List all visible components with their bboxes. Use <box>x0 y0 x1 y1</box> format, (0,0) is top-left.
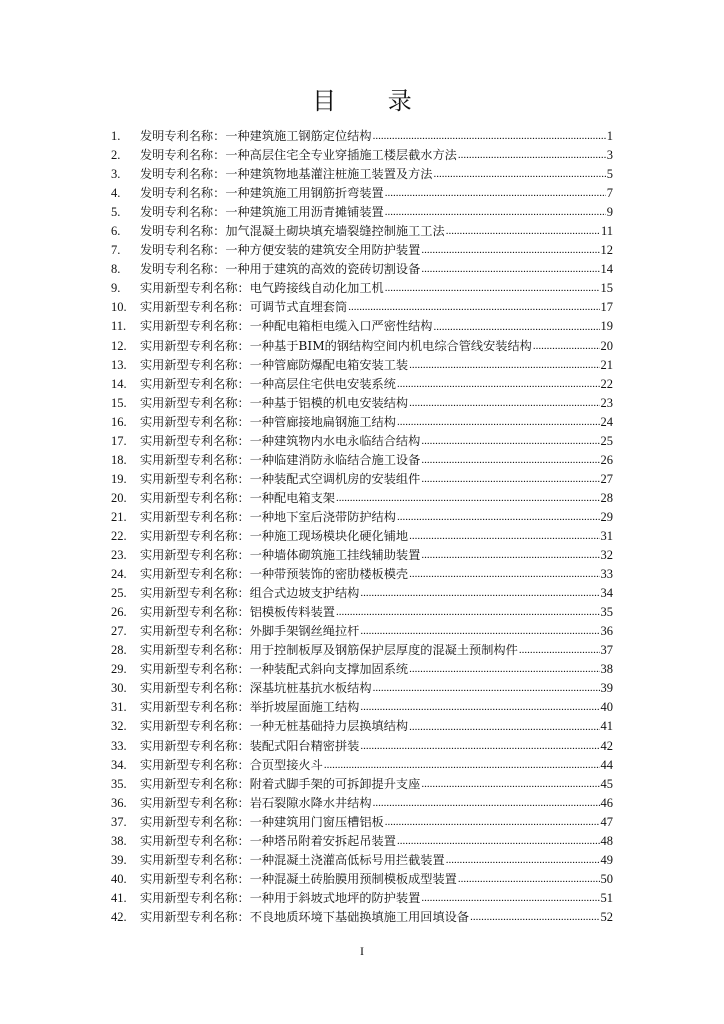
toc-entry-page-number: 28 <box>600 490 613 505</box>
toc-entry[interactable] <box>111 222 613 241</box>
toc-entry-label: 实用新型专利名称： <box>140 395 250 410</box>
toc-entry[interactable] <box>111 279 613 298</box>
toc-entry-page-number: 14 <box>600 262 613 277</box>
toc-entry-title: 一种建筑用门窗压槽铝板 <box>249 814 384 829</box>
toc-entry-label: 实用新型专利名称： <box>140 909 250 924</box>
toc-dot-leader <box>360 584 599 603</box>
toc-entry-title: 一种建筑施工用钢筋折弯装置 <box>225 186 384 201</box>
toc-entry-page-number: 32 <box>600 548 613 563</box>
toc-entry[interactable] <box>111 603 613 622</box>
toc-entry-label: 发明专利名称： <box>140 186 226 201</box>
toc-entry-page-number: 27 <box>600 471 613 486</box>
toc-entry-label: 实用新型专利名称： <box>140 376 250 391</box>
toc-entry-title: 一种基于BIM的钢结构空间内机电综合管线安装结构 <box>249 338 532 353</box>
toc-entry-page-number: 40 <box>600 700 613 715</box>
toc-entry-number: 24. <box>111 567 127 582</box>
toc-entry-number: 31. <box>111 700 127 715</box>
toc-entry-number: 36. <box>111 795 127 810</box>
toc-entry-number: 41. <box>111 890 127 905</box>
toc-entry-page-number: 25 <box>600 433 613 448</box>
toc-entry[interactable] <box>111 375 613 394</box>
toc-entry-label: 实用新型专利名称： <box>140 490 250 505</box>
toc-entry-label: 实用新型专利名称： <box>140 814 250 829</box>
toc-entry-page-number: 29 <box>600 509 613 524</box>
toc-entry-title: 一种基于铝模的机电安装结构 <box>249 395 409 410</box>
toc-dot-leader <box>458 870 600 889</box>
toc-entry-title: 可调节式直埋套筒 <box>249 300 348 315</box>
toc-entry-page-number: 31 <box>600 528 613 543</box>
toc-entry-title: 一种装配式斜向支撑加固系统 <box>249 662 409 677</box>
toc-entry[interactable] <box>111 260 613 279</box>
toc-entry-page-number: 19 <box>600 319 613 334</box>
page-number: I <box>360 944 364 958</box>
toc-entry-number: 33. <box>111 738 127 753</box>
toc-entry-title: 一种高层住宅供电安装系统 <box>249 376 396 391</box>
toc-entry-number: 18. <box>111 452 127 467</box>
toc-entry-title: 加气混凝土砌块填充墙裂缝控制施工工法 <box>225 224 445 239</box>
toc-entry[interactable] <box>111 337 613 356</box>
toc-entry[interactable] <box>111 356 613 375</box>
toc-entry[interactable] <box>111 451 613 470</box>
toc-entry-number: 22. <box>111 528 127 543</box>
toc-entry[interactable] <box>111 241 613 260</box>
toc-dot-leader <box>434 317 600 336</box>
toc-entry-label: 发明专利名称： <box>140 129 226 143</box>
toc-entry[interactable] <box>111 413 613 432</box>
toc-entry-page-number: 34 <box>600 586 613 601</box>
toc-entry[interactable] <box>111 622 613 641</box>
toc-entry-label: 实用新型专利名称： <box>140 319 250 334</box>
toc-entry-label: 实用新型专利名称： <box>140 528 250 543</box>
toc-entry-number: 23. <box>111 548 127 563</box>
toc-entry-label: 实用新型专利名称： <box>140 414 250 429</box>
toc-entry-label: 实用新型专利名称： <box>140 624 250 639</box>
toc-dot-leader <box>421 451 599 470</box>
toc-entry-number: 6. <box>111 224 121 239</box>
toc-entry-label: 实用新型专利名称： <box>140 852 250 867</box>
toc-entry-title: 一种墙体砌筑施工挂线辅助装置 <box>249 548 421 563</box>
toc-dot-leader <box>397 508 600 527</box>
toc-entry-label: 实用新型专利名称： <box>140 452 250 467</box>
toc-entry-page-number: 23 <box>600 395 613 410</box>
toc-entry-label: 发明专利名称： <box>140 262 226 277</box>
toc-entry-label: 实用新型专利名称： <box>140 471 250 486</box>
toc-entry[interactable] <box>111 527 613 546</box>
toc-dot-leader <box>421 546 599 565</box>
toc-entry-label: 实用新型专利名称： <box>140 757 250 772</box>
toc-entry-number: 1. <box>111 129 121 143</box>
toc-entry[interactable] <box>111 660 613 679</box>
toc-entry-number: 7. <box>111 243 121 258</box>
toc-entry-label: 发明专利名称： <box>140 224 226 239</box>
toc-dot-leader <box>409 527 599 546</box>
toc-dot-leader <box>421 241 599 260</box>
toc-entry-page-number: 17 <box>600 300 613 315</box>
toc-entry-page-number: 26 <box>600 452 613 467</box>
toc-entry[interactable] <box>111 717 613 736</box>
toc-entry-page-number: 12 <box>600 243 613 258</box>
toc-entry-number: 27. <box>111 624 127 639</box>
toc-entry[interactable] <box>111 546 613 565</box>
toc-entry-label: 实用新型专利名称： <box>140 300 250 315</box>
toc-entry-number: 4. <box>111 186 121 201</box>
toc-entry-page-number: 35 <box>600 605 613 620</box>
toc-entry-number: 39. <box>111 852 127 867</box>
toc-entry-title: 合页型接火斗 <box>249 757 323 772</box>
toc-entry-label: 实用新型专利名称： <box>140 567 250 582</box>
toc-dot-leader <box>397 413 600 432</box>
toc-dot-leader <box>409 565 599 584</box>
toc-entry-title: 不良地质环境下基础换填施工用回填设备 <box>249 909 470 924</box>
toc-entry-number: 2. <box>111 148 121 163</box>
toc-entry-number: 30. <box>111 681 127 696</box>
toc-entry-title: 举折坡屋面施工结构 <box>249 700 360 715</box>
toc-entry[interactable] <box>111 489 613 508</box>
toc-dot-leader <box>434 165 606 184</box>
toc-entry[interactable] <box>111 146 613 165</box>
toc-entry-label: 实用新型专利名称： <box>140 833 250 848</box>
toc-entry[interactable] <box>111 184 613 203</box>
toc-dot-leader <box>385 279 600 298</box>
toc-entry-title: 一种用于建筑的高效的瓷砖切割设备 <box>225 262 421 277</box>
toc-entry-label: 实用新型专利名称： <box>140 795 250 810</box>
toc-entry[interactable] <box>111 641 613 660</box>
toc-entry-number: 15. <box>111 395 127 410</box>
toc-entry[interactable] <box>111 470 613 489</box>
toc-entry-page-number: 39 <box>600 681 613 696</box>
toc-entry-title: 一种建筑施工钢筋定位结构 <box>225 129 372 143</box>
toc-entry[interactable] <box>111 889 613 908</box>
toc-entry[interactable] <box>111 870 613 889</box>
toc-entry-page-number: 38 <box>600 662 613 677</box>
toc-dot-leader <box>360 737 599 756</box>
toc-entry-page-number: 42 <box>600 738 613 753</box>
toc-entry-label: 实用新型专利名称： <box>140 643 250 658</box>
toc-entry[interactable] <box>111 394 613 413</box>
toc-entry-title: 用于控制板厚及钢筋保护层厚度的混凝土预制构件 <box>249 643 518 658</box>
toc-entry-label: 实用新型专利名称： <box>140 338 250 353</box>
toc-entry-label: 实用新型专利名称： <box>140 700 250 715</box>
toc-entry[interactable] <box>111 813 613 832</box>
toc-entry-page-number: 20 <box>600 338 613 353</box>
toc-entry-title: 岩石裂隙水降水井结构 <box>249 795 372 810</box>
toc-dot-leader <box>397 375 600 394</box>
toc-dot-leader <box>409 717 599 736</box>
toc-entry-number: 37. <box>111 814 127 829</box>
toc-entry[interactable] <box>111 832 613 851</box>
toc-entry-number: 40. <box>111 871 127 886</box>
toc-entry-number: 19. <box>111 471 127 486</box>
toc-entry-number: 10. <box>111 300 127 315</box>
toc-entry-page-number: 49 <box>600 852 613 867</box>
toc-entry-page-number: 37 <box>600 643 613 658</box>
toc-entry-number: 8. <box>111 262 121 277</box>
toc-entry-number: 17. <box>111 433 127 448</box>
toc-entry-number: 28. <box>111 643 127 658</box>
toc-entry-title: 一种高层住宅全专业穿插施工楼层截水方法 <box>225 148 457 163</box>
toc-entry[interactable] <box>111 737 613 756</box>
toc-entry-title: 深基坑桩基抗水板结构 <box>249 681 372 696</box>
toc-entry-title: 组合式边坡支护结构 <box>249 586 360 601</box>
toc-entry[interactable] <box>111 298 613 317</box>
toc-entry-number: 32. <box>111 719 127 734</box>
toc-dot-leader <box>397 832 600 851</box>
toc-dot-leader <box>409 394 599 413</box>
toc-entry[interactable] <box>111 851 613 870</box>
toc-entry-title: 一种管廊接地扁钢施工结构 <box>249 414 396 429</box>
toc-entry-label: 实用新型专利名称： <box>140 738 250 753</box>
toc-entry-title: 铝模板传料装置 <box>249 605 335 620</box>
toc-dot-leader <box>458 146 606 165</box>
toc-entry[interactable] <box>111 317 613 336</box>
toc-dot-leader <box>446 851 600 870</box>
toc-entry-title: 一种地下室后浇带防护结构 <box>249 509 396 524</box>
toc-entry-number: 35. <box>111 776 127 791</box>
toc-entry-page-number: 5 <box>606 167 613 182</box>
toc-dot-leader <box>421 432 599 451</box>
toc-entry[interactable] <box>111 775 613 794</box>
toc-entry-page-number: 48 <box>600 833 613 848</box>
toc-entry-page-number: 21 <box>600 357 613 372</box>
toc-entry[interactable] <box>111 203 613 222</box>
toc-dot-leader <box>373 679 600 698</box>
toc-entry-page-number: 46 <box>600 795 613 810</box>
toc-entry-label: 实用新型专利名称： <box>140 586 250 601</box>
toc-entry-label: 实用新型专利名称： <box>140 890 250 905</box>
toc-entry-number: 42. <box>111 909 127 924</box>
toc-dot-leader <box>519 641 600 660</box>
toc-entry[interactable] <box>111 127 613 146</box>
toc-entry-number: 13. <box>111 357 127 372</box>
toc-entry-label: 发明专利名称： <box>140 205 226 220</box>
toc-entry[interactable] <box>111 508 613 527</box>
toc-entry-label: 实用新型专利名称： <box>140 681 250 696</box>
toc-dot-leader <box>373 127 606 146</box>
toc-entry-title: 一种混凝土砖胎膜用预制模板成型装置 <box>249 871 457 886</box>
toc-entry-number: 16. <box>111 414 127 429</box>
toc-entry-page-number: 9 <box>606 205 613 220</box>
toc-entry[interactable] <box>111 908 613 927</box>
toc-entry-page-number: 1 <box>606 129 613 143</box>
toc-entry-title: 一种方便安装的建筑安全用防护装置 <box>225 243 421 258</box>
toc-dot-leader <box>421 775 599 794</box>
toc-entry-page-number: 22 <box>600 376 613 391</box>
toc-entry-label: 实用新型专利名称： <box>140 509 250 524</box>
toc-entry-page-number: 47 <box>600 814 613 829</box>
toc-entry-label: 实用新型专利名称： <box>140 357 250 372</box>
toc-entry-title: 一种建筑物内水电永临结合结构 <box>249 433 421 448</box>
toc-entry-label: 实用新型专利名称： <box>140 662 250 677</box>
toc-entry-title: 一种建筑施工用沥青摊铺装置 <box>225 205 384 220</box>
toc-dot-leader <box>360 622 599 641</box>
toc-entry-label: 实用新型专利名称： <box>140 871 250 886</box>
toc-entry-page-number: 7 <box>606 186 613 201</box>
toc-entry-page-number: 24 <box>600 414 613 429</box>
toc-entry-page-number: 41 <box>600 719 613 734</box>
toc-dot-leader <box>446 222 600 241</box>
toc-entry-label: 实用新型专利名称： <box>140 548 250 563</box>
toc-dot-leader <box>336 603 600 622</box>
toc-entry-number: 9. <box>111 281 121 296</box>
toc-dot-leader <box>373 794 600 813</box>
page-title: 目 录 <box>312 87 434 115</box>
toc-entry-title: 外脚手架钢丝绳拉杆 <box>249 624 360 639</box>
toc-dot-leader <box>348 298 599 317</box>
toc-dot-leader <box>385 184 606 203</box>
toc-entry[interactable] <box>111 165 613 184</box>
toc-entry-title: 一种混凝土浇灌高低标号用拦截装置 <box>249 852 445 867</box>
toc-entry-title: 一种无桩基础持力层换填结构 <box>249 719 409 734</box>
toc-entry[interactable] <box>111 756 613 775</box>
toc-entry-number: 34. <box>111 757 127 772</box>
toc-dot-leader <box>336 489 600 508</box>
toc-entry-label: 发明专利名称： <box>140 148 226 163</box>
toc-dot-leader <box>385 813 600 832</box>
toc-entry-page-number: 15 <box>600 281 613 296</box>
toc-entry-title: 一种配电箱支架 <box>249 490 335 505</box>
toc-entry-page-number: 33 <box>600 567 613 582</box>
toc-entry-label: 实用新型专利名称： <box>140 433 250 448</box>
toc-entry-number: 29. <box>111 662 127 677</box>
toc-dot-leader <box>409 356 599 375</box>
toc-entry-label: 实用新型专利名称： <box>140 719 250 734</box>
toc-entry-number: 14. <box>111 376 127 391</box>
toc-entry-label: 实用新型专利名称： <box>140 776 250 791</box>
toc-entry-page-number: 44 <box>600 757 613 772</box>
toc-entry-title: 装配式阳台精密拼装 <box>249 738 360 753</box>
toc-dot-leader <box>385 203 606 222</box>
toc-entry-number: 38. <box>111 833 127 848</box>
table-of-contents <box>111 127 613 927</box>
toc-entry[interactable] <box>111 432 613 451</box>
toc-entry[interactable] <box>111 698 613 717</box>
toc-entry-number: 25. <box>111 586 127 601</box>
toc-dot-leader <box>470 908 599 927</box>
toc-entry-number: 11. <box>111 319 127 334</box>
toc-entry-title: 一种管廊防爆配电箱安装工装 <box>249 357 409 372</box>
toc-entry-page-number: 3 <box>606 148 613 163</box>
toc-dot-leader <box>421 260 599 279</box>
toc-entry-page-number: 36 <box>600 624 613 639</box>
toc-entry-title: 电气跨接线自动化加工机 <box>249 281 384 296</box>
toc-entry-page-number: 45 <box>600 776 613 791</box>
toc-entry[interactable] <box>111 565 613 584</box>
toc-entry-number: 12. <box>111 338 127 353</box>
toc-entry-number: 3. <box>111 167 121 182</box>
toc-entry-title: 一种带预装饰的密肋楼板模壳 <box>249 567 409 582</box>
toc-entry-label: 发明专利名称： <box>140 167 226 182</box>
toc-entry-page-number: 50 <box>600 871 613 886</box>
toc-entry-number: 5. <box>111 205 121 220</box>
toc-dot-leader <box>324 756 600 775</box>
toc-dot-leader <box>360 698 599 717</box>
toc-entry-title: 一种装配式空调机房的安装组件 <box>249 471 421 486</box>
toc-entry-title: 一种配电箱柜电缆入口严密性结构 <box>249 319 433 334</box>
toc-entry-label: 发明专利名称： <box>140 243 226 258</box>
toc-entry-number: 21. <box>111 509 127 524</box>
toc-entry-label: 实用新型专利名称： <box>140 281 250 296</box>
toc-entry-number: 20. <box>111 490 127 505</box>
toc-entry[interactable] <box>111 679 613 698</box>
toc-entry-page-number: 52 <box>600 909 613 924</box>
toc-entry-title: 附着式脚手架的可拆卸提升支座 <box>249 776 421 791</box>
toc-entry-title: 一种塔吊附着安拆起吊装置 <box>249 833 396 848</box>
toc-dot-leader <box>421 889 599 908</box>
toc-dot-leader <box>533 337 600 356</box>
toc-entry-title: 一种施工现场模块化硬化铺地 <box>249 528 409 543</box>
toc-entry-page-number: 51 <box>600 890 613 905</box>
toc-entry-label: 实用新型专利名称： <box>140 605 250 620</box>
toc-entry[interactable] <box>111 584 613 603</box>
toc-entry-title: 一种建筑物地基灌注桩施工装置及方法 <box>225 167 433 182</box>
toc-dot-leader <box>409 660 599 679</box>
toc-entry[interactable] <box>111 794 613 813</box>
toc-entry-title: 一种临建消防永临结合施工设备 <box>249 452 421 467</box>
toc-entry-number: 26. <box>111 605 127 620</box>
toc-dot-leader <box>421 470 599 489</box>
toc-entry-title: 一种用于斜坡式地坪的防护装置 <box>249 890 421 905</box>
toc-entry-page-number: 11 <box>600 224 613 239</box>
